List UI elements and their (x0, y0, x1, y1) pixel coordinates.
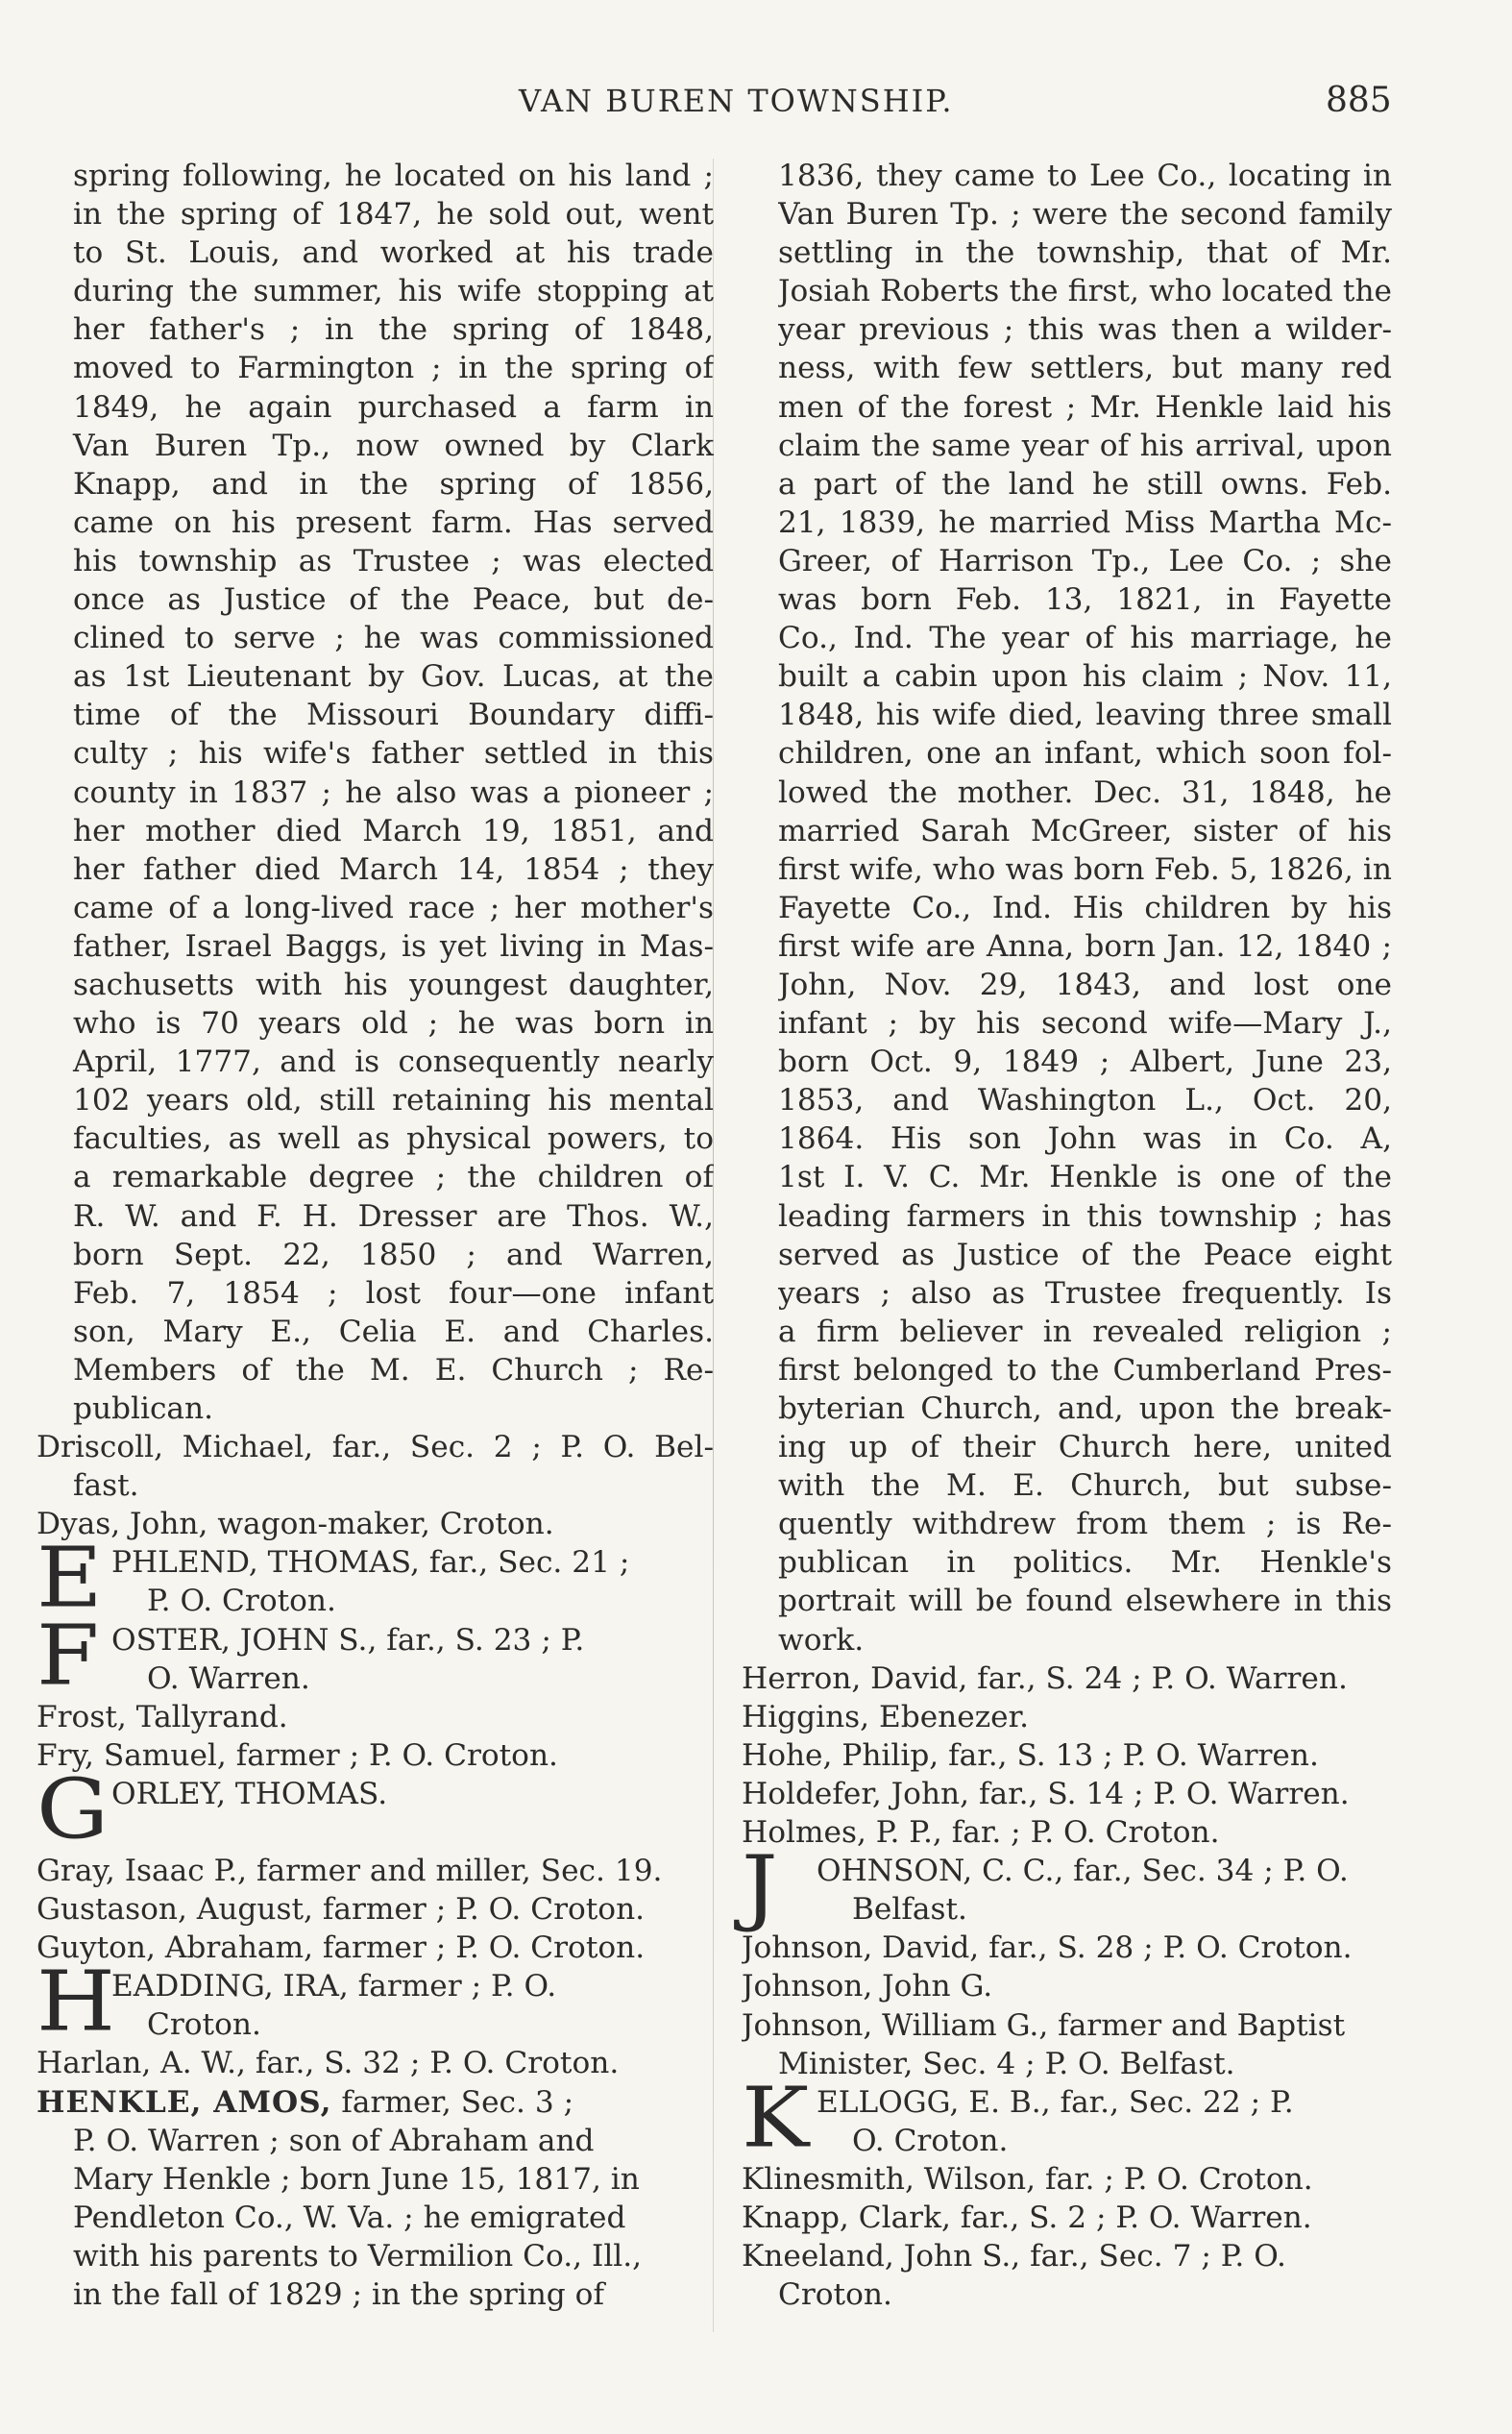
drop-cap: G (37, 1761, 110, 1858)
text-line: who is 70 years old ; he was born in (73, 1006, 714, 1042)
text-line: settling in the township, that of Mr. (778, 235, 1392, 271)
text-line: John, Nov. 29, 1843, and lost one (778, 967, 1392, 1002)
text-line: quently withdrew from them ; is Re- (778, 1507, 1392, 1542)
text-line: came on his present farm. Has served (73, 504, 714, 540)
text-line: men of the forest ; Mr. Henkle laid his (778, 389, 1392, 425)
entry-johnson-cc (742, 1838, 1392, 1935)
text-line: lowed the mother. Dec. 31, 1848, he (778, 774, 1392, 810)
entry-hohe: Hohe, Philip, far., S. 13 ; P. O. Warren. (742, 1737, 1319, 1773)
entry-gray: Gray, Isaac P., farmer and miller, Sec. 19. (37, 1853, 663, 1888)
text-line: claim the same year of his arrival, upon (778, 428, 1392, 463)
text-line: her father died March 14, 1854 ; they (73, 851, 714, 887)
text-line: work. (778, 1622, 865, 1658)
text-line: culty ; his wife's father settled in this (73, 736, 714, 772)
text-line: during the summer, his wife stopping at (73, 274, 714, 309)
entry-johnson-william (742, 2006, 1392, 2083)
drop-cap: E (37, 1530, 103, 1628)
text-line: Knapp, and in the spring of 1856, (73, 466, 714, 502)
entry-gorley (37, 1761, 714, 1858)
entry-guyton: Guyton, Abraham, farmer ; P. O. Croton. (37, 1930, 646, 1966)
entry-holdefer: Holdefer, John, far., S. 14 ; P. O. Warren. (742, 1776, 1350, 1811)
paragraph-henkle-continued (742, 157, 1392, 1660)
text-line: April, 1777, and is consequently nearly (73, 1045, 714, 1080)
text-line: son, Mary E., Celia E. and Charles. (73, 1314, 714, 1349)
entry-line: Johnson, William G., farmer and Baptist (742, 2007, 1346, 2043)
entry-line: Driscoll, Michael, far., Sec. 2 ; P. O. Bel- (37, 1430, 714, 1465)
text-line: her father's ; in the spring of 1848, (73, 312, 714, 348)
text-line: publican. (73, 1391, 214, 1426)
entry-line: Belfast. (852, 1892, 967, 1928)
text-line: 1849, he again purchased a farm in (73, 389, 714, 425)
text-line: first wife are Anna, born Jan. 12, 1840 ; (778, 928, 1392, 964)
entry-line: P. O. Warren ; son of Abraham and (73, 2123, 595, 2158)
entry-line: Minister, Sec. 4 ; P. O. Belfast. (778, 2046, 1235, 2081)
entry-line: ORLEY, THOMAS. (111, 1776, 388, 1811)
entry-driscoll (37, 1428, 714, 1505)
text-line: 1848, his wife died, leaving three small (778, 698, 1392, 733)
entry-knapp: Knapp, Clark, far., S. 2 ; P. O. Warren. (742, 2200, 1312, 2235)
text-line: byterian Church, and, upon the break- (778, 1391, 1392, 1426)
text-line: first wife, who was born Feb. 5, 1826, in (778, 851, 1392, 887)
right-column (742, 157, 1392, 2314)
entry-line: O. Croton. (852, 2123, 1009, 2158)
entry-frost: Frost, Tallyrand. (37, 1699, 288, 1734)
text-line: Van Buren Tp., now owned by Clark (73, 428, 714, 463)
text-line: Members of the M. E. Church ; Re- (73, 1352, 714, 1388)
text-line: ness, with few settlers, but many red (778, 351, 1392, 386)
entry-line: Kneeland, John S., far., Sec. 7 ; P. O. (742, 2239, 1286, 2274)
text-line: county in 1837 ; he also was a pioneer ; (73, 774, 714, 810)
entry-johnson-david: Johnson, David, far., S. 28 ; P. O. Croton. (742, 1930, 1353, 1966)
text-line: clined to serve ; he was commissioned (73, 621, 714, 656)
henkle-name: HENKLE, AMOS, (37, 2084, 332, 2120)
entry-foster (37, 1607, 714, 1705)
text-line: ing up of their Church here, united (778, 1430, 1392, 1465)
entry-kellogg (742, 2070, 1392, 2167)
text-line: Van Buren Tp. ; were the second family (778, 197, 1392, 233)
entry-line: with his parents to Vermilion Co., Ill., (73, 2238, 643, 2274)
text-line: 1864. His son John was in Co. A, (778, 1121, 1392, 1157)
text-line: in the spring of 1847, he sold out, went (73, 197, 714, 233)
text-line: spring following, he located on his land ; (73, 159, 714, 193)
entry-line: Pendleton Co., W. Va. ; he emigrated (73, 2200, 626, 2235)
text-line: born Sept. 22, 1850 ; and Warren, (73, 1237, 714, 1272)
entry-line: EADDING, IRA, farmer ; P. O. (111, 1969, 557, 2004)
entry-line: P. O. Croton. (147, 1584, 336, 1619)
text-line: as 1st Lieutenant by Gov. Lucas, at the (73, 659, 714, 695)
text-line: once as Justice of the Peace, but de- (73, 582, 714, 618)
text-line: with the M. E. Church, but subse- (778, 1468, 1392, 1504)
text-line: was born Feb. 13, 1821, in Fayette (778, 582, 1392, 618)
entry-line: ELLOGG, E. B., far., Sec. 22 ; P. (817, 2084, 1294, 2120)
text-line: faculties, as well as physical powers, to (73, 1121, 714, 1157)
text-line: 102 years old, still retaining his mental (73, 1083, 714, 1119)
entry-ephlend (37, 1530, 714, 1628)
text-line: Greer, of Harrison Tp., Lee Co. ; she (778, 543, 1392, 578)
entry-klinesmith: Klinesmith, Wilson, far. ; P. O. Croton. (742, 2161, 1313, 2197)
text-line: his township as Trustee ; was elected (73, 543, 714, 578)
entry-line: O. Warren. (147, 1660, 310, 1696)
entry-henkle (37, 2083, 714, 2315)
text-line: came of a long-lived race ; her mother's (73, 890, 714, 925)
text-line: father, Israel Baggs, is yet living in Mas- (73, 928, 714, 964)
text-line: year previous ; this was then a wilder- (778, 312, 1392, 348)
drop-cap: K (742, 2070, 810, 2167)
entry-headding (37, 1954, 714, 2051)
page-number: 885 (1326, 81, 1392, 120)
left-column (37, 157, 714, 2314)
text-line: R. W. and F. H. Dresser are Thos. W., (73, 1198, 714, 1234)
text-line: leading farmers in this township ; has (778, 1198, 1392, 1234)
entry-line: OSTER, JOHN S., far., S. 23 ; P. (111, 1622, 585, 1658)
entry-harlan: Harlan, A. W., far., S. 32 ; P. O. Croton. (37, 2046, 620, 2081)
entry-line: Croton. (147, 2007, 261, 2043)
entry-fry: Fry, Samuel, farmer ; P. O. Croton. (37, 1737, 558, 1773)
text-line: born Oct. 9, 1849 ; Albert, June 23, (778, 1045, 1392, 1080)
text-line: a part of the land he still owns. Feb. (778, 466, 1392, 502)
entry-dyas: Dyas, John, wagon-maker, Croton. (37, 1507, 554, 1542)
text-line: portrait will be found elsewhere in this (778, 1584, 1392, 1619)
entry-kneeland (742, 2237, 1392, 2314)
text-line: built a cabin upon his claim ; Nov. 11, (778, 659, 1392, 695)
entry-higgins: Higgins, Ebenezer. (742, 1699, 1030, 1734)
text-line: 1836, they came to Lee Co., locating in (778, 159, 1392, 193)
text-line: served as Justice of the Peace eight (778, 1237, 1392, 1272)
text-line: moved to Farmington ; in the spring of (73, 351, 714, 386)
running-title: VAN BUREN TOWNSHIP. (519, 83, 954, 119)
entry-gustason: Gustason, August, farmer ; P. O. Croton. (37, 1892, 646, 1928)
entry-herron: Herron, David, far., S. 24 ; P. O. Warren. (742, 1660, 1348, 1696)
text-line: to St. Louis, and worked at his trade (73, 235, 714, 271)
entry-line: in the fall of 1829 ; in the spring of (73, 2276, 604, 2312)
entry-holmes: Holmes, P. P., far. ; P. O. Croton. (742, 1815, 1220, 1851)
text-line: Josiah Roberts the first, who located the (778, 274, 1392, 309)
text-line: 1st I. V. C. Mr. Henkle is one of the (778, 1160, 1392, 1195)
paragraph-dresser-continued (37, 157, 714, 1428)
entry-line: Croton. (778, 2277, 892, 2313)
text-line: first belonged to the Cumberland Pres- (778, 1352, 1392, 1388)
drop-cap: J (742, 1838, 778, 1935)
text-line: a firm believer in revealed religion ; (778, 1314, 1392, 1349)
text-line: sachusetts with his youngest daughter, (73, 967, 714, 1002)
text-line: Co., Ind. The year of his marriage, he (778, 621, 1392, 656)
drop-cap: F (37, 1607, 100, 1705)
entry-line: OHNSON, C. C., far., Sec. 34 ; P. O. (817, 1854, 1349, 1889)
entry-line: Mary Henkle ; born June 15, 1817, in (73, 2161, 640, 2197)
text-line: children, one an infant, which soon fol- (778, 736, 1392, 772)
text-line: publican in politics. Mr. Henkle's (778, 1545, 1392, 1581)
text-line: infant ; by his second wife—Mary J., (778, 1006, 1392, 1042)
text-line: married Sarah McGreer, sister of his (778, 813, 1392, 848)
text-line: 1853, and Washington L., Oct. 20, (778, 1083, 1392, 1119)
entry-line: PHLEND, THOMAS, far., Sec. 21 ; (111, 1545, 630, 1581)
text-line: 21, 1839, he married Miss Martha Mc- (778, 504, 1392, 540)
text-line: time of the Missouri Boundary diffi- (73, 698, 714, 733)
text-line: Fayette Co., Ind. His children by his (778, 890, 1392, 925)
text-line: her mother died March 19, 1851, and (73, 813, 714, 848)
running-head (0, 79, 1512, 127)
entry-line: farmer, Sec. 3 ; (331, 2084, 574, 2120)
drop-cap: H (37, 1954, 115, 2051)
text-line: Feb. 7, 1854 ; lost four—one infant (73, 1275, 714, 1311)
entry-line: fast. (73, 1468, 139, 1504)
entry-johnson-john: Johnson, John G. (742, 1969, 993, 2004)
text-line: years ; also as Trustee frequently. Is (778, 1275, 1392, 1311)
text-line: a remarkable degree ; the children of (73, 1160, 714, 1195)
